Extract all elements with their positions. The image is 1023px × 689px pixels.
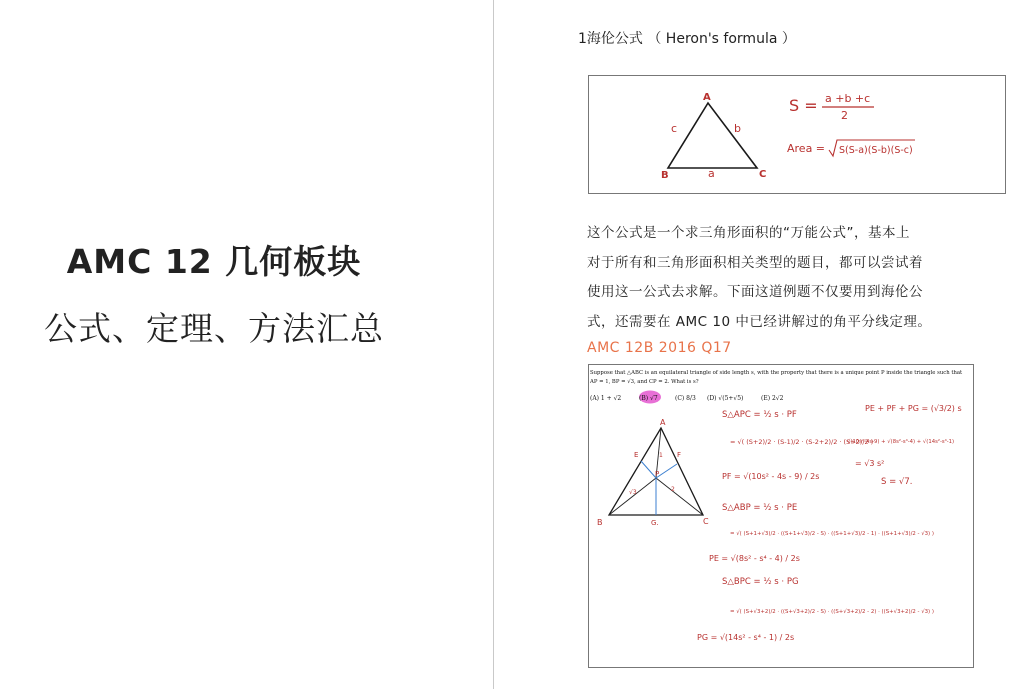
vertex-a-label: A <box>703 92 711 103</box>
left-page <box>0 0 493 689</box>
length-ap: 1 <box>659 452 663 459</box>
side-b-label: b <box>734 122 741 135</box>
problem-solution-figure <box>588 364 974 668</box>
area-formula-lhs: Area = <box>787 142 826 155</box>
work-line-3: PF = √(10s² - 4s - 9) / 2s <box>722 472 820 481</box>
choice-d: (D) √(5+√5) <box>707 395 744 402</box>
choice-c: (C) 8/3 <box>675 395 696 402</box>
result-line-3: = √3 s² <box>855 459 885 468</box>
problem-statement-line1: Suppose that △ABC is an equilateral triangle of side length s, with the property that there is a unique point P inside the triangle such that <box>590 370 963 376</box>
work-line-5: = √( (S+1+√3)/2 · ((S+1+√3)/2 - S) · ((S+1+√3)/2 - 1) · ((S+1+√3)/2 - √3) ) <box>730 531 934 537</box>
paragraph-line: 使用这一公式去求解。下面这道例题不仅要用到海伦公 <box>587 284 923 300</box>
heron-formula-diagram <box>589 76 1005 193</box>
choice-e: (E) 2√2 <box>761 395 784 402</box>
work-line-1: S△APC = ½ s · PF <box>722 410 797 420</box>
vertex-b-label: B <box>661 170 669 181</box>
label-a: A <box>660 418 666 427</box>
label-g: G. <box>651 519 659 527</box>
vertex-c-label: C <box>759 169 767 180</box>
length-cp: 2 <box>671 486 675 493</box>
result-line-4: S = √7. <box>881 477 913 487</box>
side-c-label: c <box>671 122 678 135</box>
result-line-1: PE + PF + PG = (√3/2) s <box>865 404 962 413</box>
paragraph-line: 这个公式是一个求三角形面积的“万能公式”，基本上 <box>587 225 910 241</box>
choice-a: (A) 1 + √2 <box>590 395 622 402</box>
choice-b: (B) √7 <box>639 395 658 402</box>
work-line-9: PG = √(14s² - s⁴ - 1) / 2s <box>697 633 795 642</box>
s-formula-denominator: 2 <box>841 109 848 122</box>
triangle-abc <box>668 103 757 168</box>
label-c: C <box>703 517 709 526</box>
area-formula-radicand: S(S-a)(S-b)(S-c) <box>839 145 913 156</box>
work-line-2: = √( (S+2)/2 · (S-1)/2 · (S-2+2)/2 · (S+2)/2 ) <box>730 438 874 446</box>
label-b: B <box>597 518 603 527</box>
section-heading: 1海伦公式 （ Heron's formula ） <box>578 31 796 47</box>
length-bp: √3 <box>629 489 637 496</box>
right-page <box>494 0 1023 689</box>
label-p: P <box>655 470 660 478</box>
s-formula-lhs: S = <box>789 96 818 115</box>
side-a-label: a <box>708 167 715 180</box>
work-line-4: S△ABP = ½ s · PE <box>722 503 798 513</box>
segment-cp <box>656 478 703 515</box>
work-line-8: = √( (S+√3+2)/2 · ((S+√3+2)/2 - S) · ((S+√3+2)/2 - 2) · ((S+√3+2)/2 - √3) ) <box>730 609 934 615</box>
segment-bp <box>609 478 656 515</box>
problem-solution-drawing <box>589 365 973 667</box>
label-f: F <box>677 451 682 459</box>
work-line-7: S△BPC = ½ s · PG <box>722 577 799 587</box>
result-line-2: √(10s²-4s-9) + √(8s²-s⁴-4) + √(14s²-s⁴-1) <box>847 439 955 445</box>
perpendicular-pe <box>641 461 656 478</box>
paragraph-line: 式，还需要在 AMC 10 中已经讲解过的角平分线定理。 <box>587 313 932 330</box>
label-e: E <box>634 451 639 459</box>
s-formula-numerator: a +b +c <box>825 92 871 105</box>
cover-title: AMC 12 几何板块 <box>66 242 362 281</box>
paragraph-line: 对于所有和三角形面积相关类型的题目，都可以尝试着 <box>587 254 923 271</box>
explanation-paragraph <box>587 219 959 337</box>
problem-label: AMC 12B 2016 Q17 <box>587 340 732 356</box>
cover-subtitle: 公式、定理、方法汇总 <box>44 309 384 348</box>
problem-statement-line2: AP = 1, BP = √3, and CP = 2. What is s? <box>590 379 699 385</box>
work-line-6: PE = √(8s² - s⁴ - 4) / 2s <box>709 554 800 563</box>
heron-formula-figure <box>588 75 1006 194</box>
